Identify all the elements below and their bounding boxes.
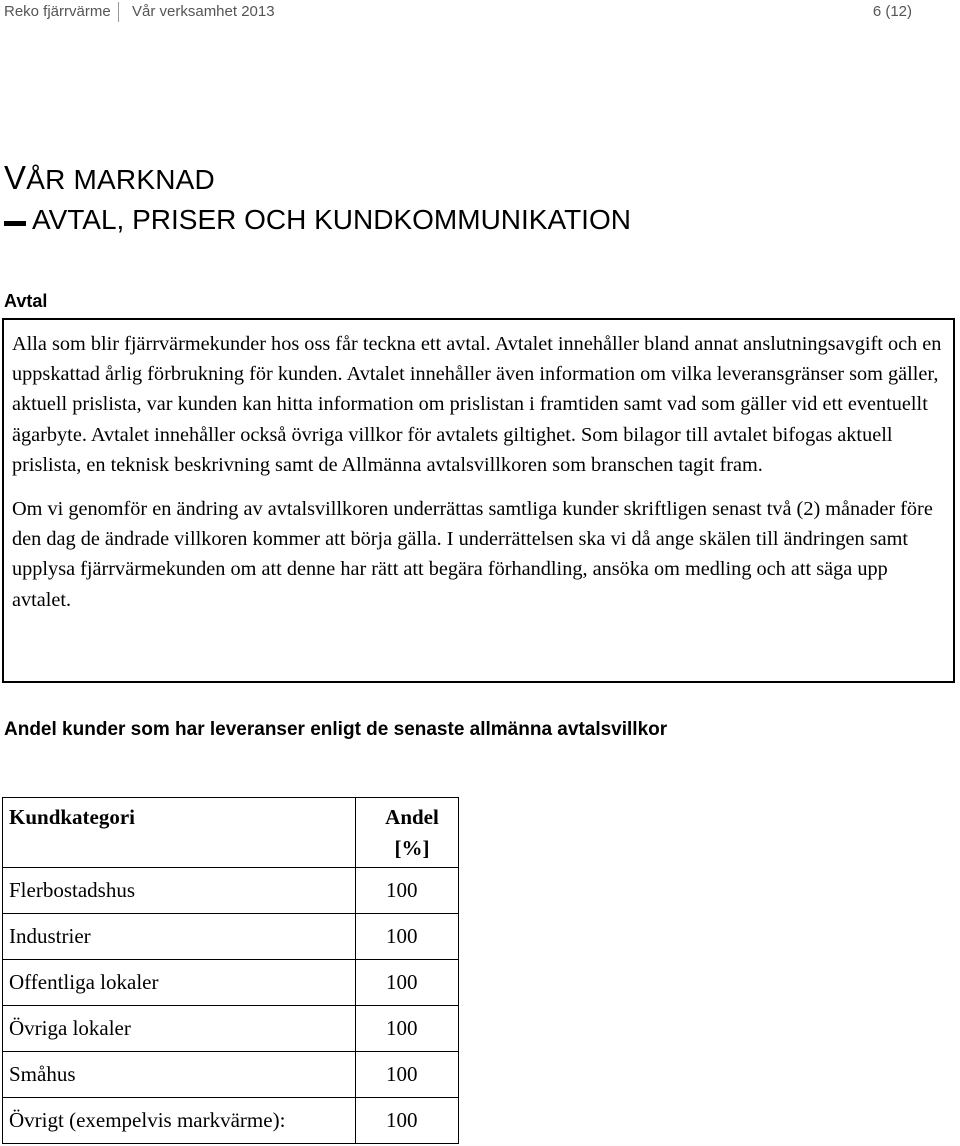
share-table-heading: Andel kunder som har leveranser enligt de senaste allmänna avtalsvillkor	[4, 719, 668, 740]
table-cell-share: 100	[356, 960, 459, 1006]
table-cell-category: Flerbostadshus	[3, 868, 356, 914]
avtal-text-box	[2, 318, 955, 683]
table-row	[3, 1052, 459, 1098]
table-cell-category: Övriga lokaler	[3, 1006, 356, 1052]
avtal-paragraph: Om vi genomför en ändring av avtalsvillkoren underrättas samtliga kunder skriftligen senast två (2) månader före den dag de ändrade villkoren kommer att börja gälla. I underrättelsen ska vi då ange skälen till ändringen samt upplysa fjärrvärmekunden om att denne har rätt att begära förhandling, ansöka om medling och att säga upp avtalet.	[12, 498, 933, 611]
dash-mark	[4, 221, 26, 226]
column-header-share-text: Andel [%]	[385, 805, 439, 860]
table-row	[3, 868, 459, 914]
running-header	[0, 0, 960, 28]
customer-share-table	[2, 797, 459, 1144]
avtal-paragraph: Alla som blir fjärrvärmekunder hos oss får teckna ett avtal. Avtalet innehåller bland annat anslutningsavgift och en uppskattad årlig förbrukning för kunden. Avtalet innehåller även information om vilka leveransgränser som gäller, aktuell prislista, var kunden kan hitta information om prislistan i framtiden samt vad som gäller vid ett eventuellt ägarbyte. Avtalet innehåller också övriga villkor för avtalets giltighet. Som bilagor till avtalet bifogas aktuell prislista, en teknisk beskrivning samt de Allmänna avtalsvillkoren som branschen tagit fram.	[12, 333, 942, 476]
table-row	[3, 1098, 459, 1144]
running-header-title: Vår verksamhet 2013	[132, 3, 275, 20]
column-header-category: Kundkategori	[3, 798, 356, 868]
column-header-share	[356, 798, 459, 868]
running-header-brand: Reko fjärrvärme	[4, 3, 111, 20]
table-cell-share: 100	[356, 1052, 459, 1098]
table-cell-category: Industrier	[3, 914, 356, 960]
running-header-divider	[118, 2, 119, 22]
section-subtitle: AVTAL, PRISER OCH KUNDKOMMUNIKATION	[32, 204, 631, 235]
table-row	[3, 914, 459, 960]
avtal-heading: Avtal	[4, 291, 48, 311]
table-cell-category: Offentliga lokaler	[3, 960, 356, 1006]
table-row	[3, 1006, 459, 1052]
table-row	[3, 960, 459, 1006]
page-number: 6 (12)	[872, 3, 912, 20]
section-title	[4, 159, 215, 197]
table-cell-category: Övrigt (exempelvis markvärme):	[3, 1098, 356, 1144]
table-cell-share: 100	[356, 914, 459, 960]
table-cell-category: Småhus	[3, 1052, 356, 1098]
section-title-initial: V	[4, 159, 27, 196]
section-title-rest: ÅR MARKNAD	[26, 164, 215, 195]
table-cell-share: 100	[356, 1098, 459, 1144]
table-cell-share: 100	[356, 1006, 459, 1052]
table-cell-share: 100	[356, 868, 459, 914]
table-header-row	[3, 798, 459, 868]
